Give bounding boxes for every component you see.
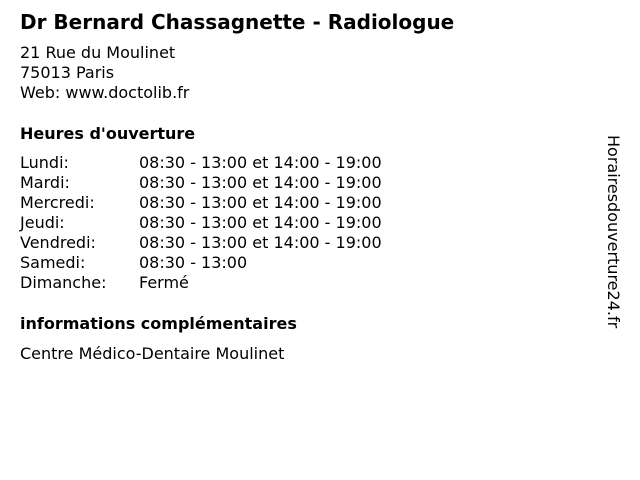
info-text: Centre Médico-Dentaire Moulinet bbox=[20, 344, 285, 363]
page-title: Dr Bernard Chassagnette - Radiologue bbox=[20, 10, 455, 34]
hours-row-thursday bbox=[20, 213, 382, 233]
site-watermark: Horairesdouverture24.fr bbox=[604, 135, 623, 329]
address-street: 21 Rue du Moulinet bbox=[20, 43, 176, 62]
hours-day: Samedi: bbox=[20, 253, 86, 272]
hours-time: 08:30 - 13:00 bbox=[139, 253, 248, 272]
hours-time: Fermé bbox=[139, 273, 189, 292]
hours-row-sunday bbox=[20, 273, 382, 293]
hours-row-monday bbox=[20, 153, 382, 173]
hours-row-saturday bbox=[20, 253, 382, 273]
hours-heading: Heures d'ouverture bbox=[20, 124, 196, 143]
address-block bbox=[20, 43, 189, 103]
hours-row-friday bbox=[20, 233, 382, 253]
hours-time: 08:30 - 13:00 et 14:00 - 19:00 bbox=[139, 233, 382, 252]
info-heading: informations complémentaires bbox=[20, 314, 297, 333]
hours-day: Lundi: bbox=[20, 153, 69, 172]
hours-day: Mercredi: bbox=[20, 193, 95, 212]
hours-time: 08:30 - 13:00 et 14:00 - 19:00 bbox=[139, 193, 382, 212]
hours-day: Jeudi: bbox=[20, 213, 65, 232]
hours-time: 08:30 - 13:00 et 14:00 - 19:00 bbox=[139, 213, 382, 232]
address-web: Web: www.doctolib.fr bbox=[20, 83, 190, 102]
hours-day: Vendredi: bbox=[20, 233, 96, 252]
hours-time: 08:30 - 13:00 et 14:00 - 19:00 bbox=[139, 173, 382, 192]
hours-row-tuesday bbox=[20, 173, 382, 193]
hours-time: 08:30 - 13:00 et 14:00 - 19:00 bbox=[139, 153, 382, 172]
address-city: 75013 Paris bbox=[20, 63, 115, 82]
hours-day: Dimanche: bbox=[20, 273, 107, 292]
hours-table bbox=[20, 153, 382, 293]
hours-row-wednesday bbox=[20, 193, 382, 213]
hours-day: Mardi: bbox=[20, 173, 70, 192]
